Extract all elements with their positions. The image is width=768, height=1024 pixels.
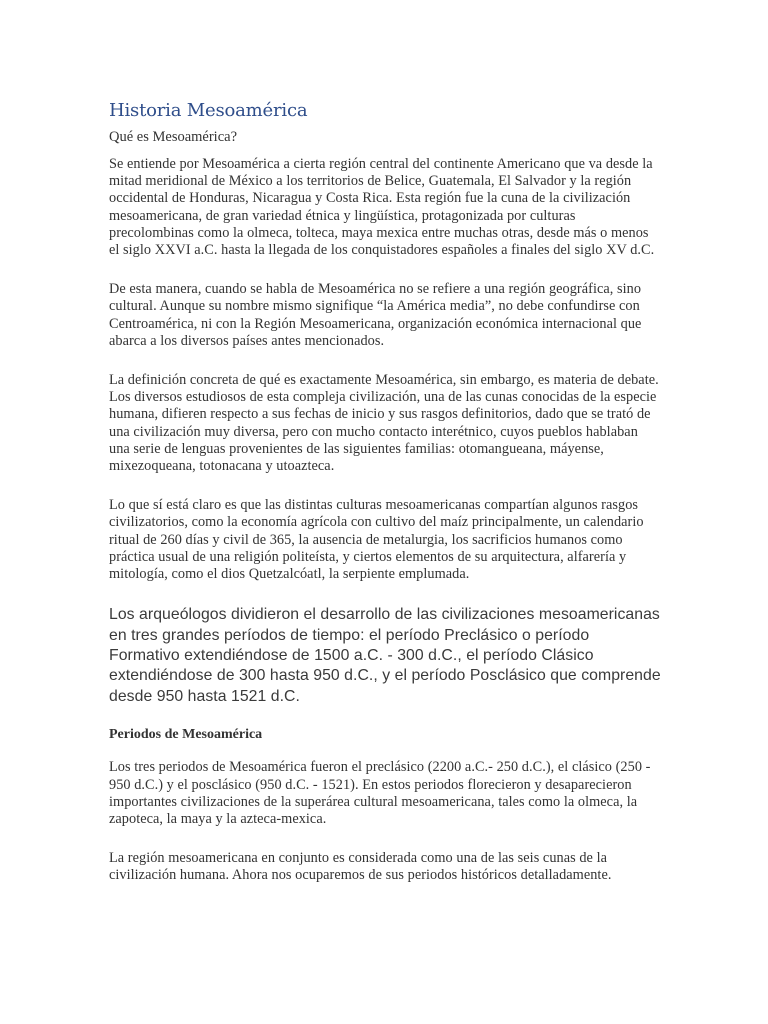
- paragraph-intro: Se entiende por Mesoamérica a cierta región central del continente Americano que va desde la mitad meridional de México a los territorios de Belice, Guatemala, El Salvador y la región occidental de Honduras, Nicaragua y Costa Rica. Esta región fue la cuna de la civilización mesoamericana, de gran variedad étnica y lingüística, protagonizada por culturas precolombinas como la olmeca, tolteca, maya mexica entre muchas otras, desde más o menos el siglo XXVI a.C. hasta la llegada de los conquistadores españoles a finales del siglo XV d.C.: [109, 156, 655, 259]
- document-subtitle: Qué es Mesoamérica?: [109, 129, 238, 145]
- paragraph-shared-traits: Lo que sí está claro es que las distintas culturas mesoamericanas compartían algunos rasgos civilizatorios, como la economía agrícola con cultivo del maíz principalmente, un calendario ritual de 260 días y civil de 365, la ausencia de metalurgia, los sacrificios humanos como práctica usual de una religión politeísta, y ciertos elementos de su arquitectura, alfarería y mitología, como el dios Quetzalcóatl, la serpiente emplumada.: [109, 497, 644, 583]
- paragraph-three-periods: Los tres periodos de Mesoamérica fueron el preclásico (2200 a.C.- 250 d.C.), el clásico (250 - 950 d.C.) y el posclásico (950 d.C. - 1521). En estos periodos florecieron y desaparecieron importantes civilizaciones de la superárea cultural mesoamericana, tales como la olmeca, la zapoteca, la maya y la azteca-mexica.: [109, 759, 651, 827]
- section-heading: Periodos de Mesoamérica: [109, 727, 263, 743]
- paragraph-archaeological-periods: Los arqueólogos dividieron el desarrollo de las civilizaciones mesoamericanas en tres grandes períodos de tiempo: el período Preclásico o período Formativo extendiéndose de 1500 a.C. - 300 d.C., el período Clásico extendiéndose de 300 hasta 950 d.C., y el período Posclásico que comprende desde 950 hasta 1521 d.C.: [109, 606, 661, 705]
- paragraph-cradle-of-civilization: La región mesoamericana en conjunto es considerada como una de las seis cunas de la civilización humana. Ahora nos ocuparemos de sus periodos históricos detalladamente.: [109, 850, 612, 884]
- paragraph-cultural-region: De esta manera, cuando se habla de Mesoamérica no se refiere a una región geográfica, sino cultural. Aunque su nombre mismo signifique “la América media”, no debe confundirse con Centroamérica, ni con la Región Mesoamericana, organización económica internacional que abarca a los diversos países antes mencionados.: [109, 281, 642, 349]
- document-title: Historia Mesoamérica: [109, 100, 308, 121]
- paragraph-definition-debate: La definición concreta de qué es exactamente Mesoamérica, sin embargo, es materia de debate. Los diversos estudiosos de esta compleja civilización, una de las cunas conocidas de la especie humana, difieren respecto a sus fechas de inicio y sus rasgos definitorios, dado que se trató de una civilización muy diversa, pero con mucho contacto interétnico, cuyos pueblos hablaban una serie de lenguas provenientes de las siguientes familias: otomangueana, máyense, mixezoqueana, totonacana y utoazteca.: [109, 372, 659, 475]
